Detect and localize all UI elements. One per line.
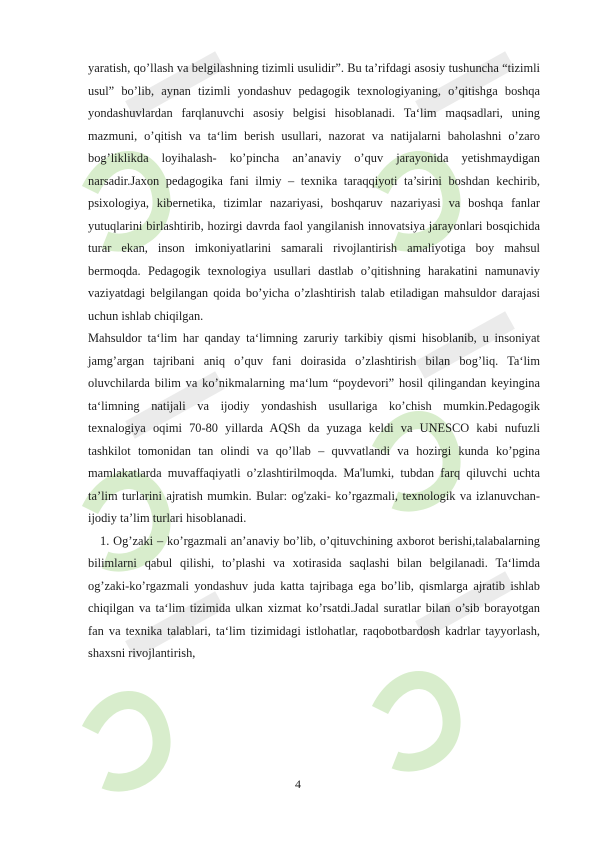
paragraph: Mahsuldor ta‘lim har qanday ta‘limning zaruriy tarkibiy qismi hisoblanib, u insoniyat jamg’argan tajribani aniq o’quv fani doirasida o’zlashtirish bilan bog’liq. Ta‘lim oluvchilarda bilim va ko’nikmalarning ma‘lum “poydevori” hosil qilingandan keyingina ta‘limning natijali va ijodiy yondashish usullariga ko’chish mumkin.Pedagogik texnalogiya oqimi 70-80 yillarda AQSh da yuzaga keldi va UNESCO kabi nufuzli tashkilot tomonidan tan olindi va qo’llab – quvvatlandi va hozirgi kunda ko’pgina mamlakatlarda muvaffaqiyatli o’zlashtirilmoqda. Ma'lumki, tubdan farq qiluvchi uchta ta’lim turlarini ajratish mumkin. Bular: og'zaki- ko’rgazmali, texnologik va izlanuvchan-ijodiy ta’lim turlari hisoblanadi.: [88, 331, 540, 525]
paragraph: yaratish, qo’llash va belgilashning tizimli usulidir”. Bu ta’rifdagi asosiy tushuncha “tizimli usul” bo’lib, aynan tizimli yondashuv pedagogik texnologiyaning, o’qitishga boshqa yondashuvlardan farqlanuvchi asosiy belgisi hisoblanadi. Ta‘lim maqsadlari, uning mazmuni, o’qitish va ta‘lim berish usullari, nazorat va natijalarni baholashni o’zaro bog’liklikda loyihalash- ko’pincha an’anaviy o’quv jarayonida yetishmaydigan narsadir.Jaxon pedagogika fani ilmiy – texnika taraqqiyoti ta’sirini boshdan kechirib, psixologiya, kibernetika, tizimlar nazariyasi, boshqaruv nazariyasi va boshqa fanlar yutuqlarini birlashtirib, hozirgi davrda faol yangilanish innovatsiya jarayonlari bosqichida turar ekan, inson imkoniyatlarini samarali rivojlantirish amaliyotiga boy mahsul bermoqda. Pedagogik texnologiya usullari dastlab o’qitishning harakatini namunaviy vaziyatdagi belgilangan qoida bo’yicha o’zlashtirish talab etiladigan mahsuldor darajasi uchun ishlab chiqilgan.: [88, 61, 540, 323]
page-number: 4: [295, 777, 301, 791]
paragraph-numbered: 1. Og’zaki – ko’rgazmali an’anaviy bo’lib, o’qituvchining axborot berishi,talabalarning bilimlarni qabul qilishi, to’plashi va xotirasida saqlashi bilan belgilanadi. Ta‘limda og’zaki-ko’rgazmali yondashuv juda katta tajribaga ega bo’lib, qismlarga ajratib ishlab chiqilgan va ta‘lim tizimida ulkan xizmat ko’rsatdi.Jadal suratlar bilan o’sib borayotgan fan va texnika talablari, ta‘lim tizimidagi istlohatlar, raqobotbardosh kadrlar tayyorlash, shaxsni rivojlantirish,: [88, 533, 540, 660]
document-body: [88, 57, 540, 665]
